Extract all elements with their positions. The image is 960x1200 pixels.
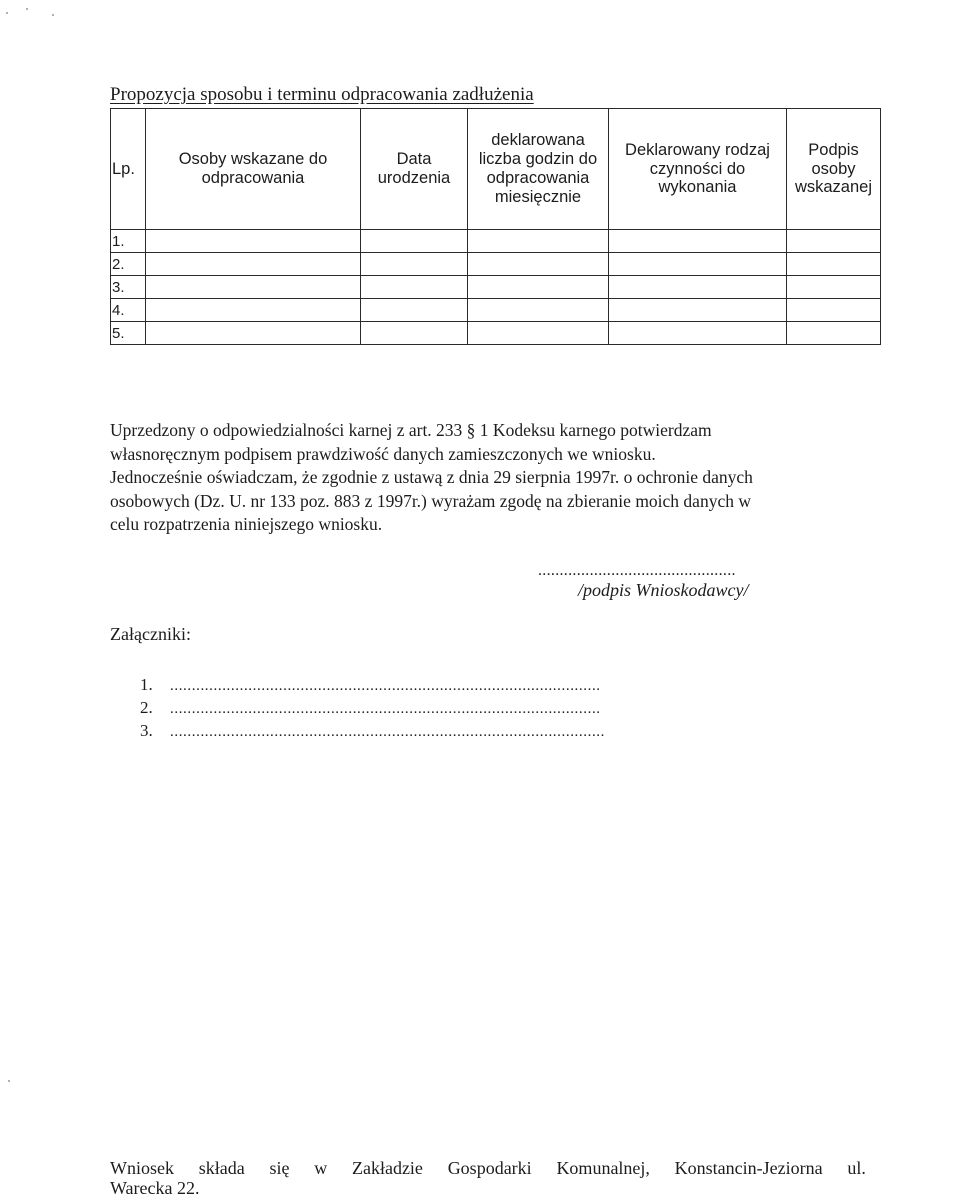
footer-word: Zakładzie bbox=[351, 1158, 423, 1178]
scan-speck bbox=[8, 1080, 10, 1082]
statement-line: własnoręcznym podpisem prawdziwość danych zamieszczonych we wniosku. bbox=[110, 443, 656, 464]
header-godziny-line: miesięcznie bbox=[494, 187, 582, 206]
cell-osoby[interactable] bbox=[146, 276, 361, 299]
scan-speck bbox=[26, 8, 28, 10]
attachment-number: 1. bbox=[140, 675, 153, 694]
table-row bbox=[111, 322, 881, 345]
section-heading: Propozycja sposobu i terminu odpracowania zadłużenia bbox=[110, 84, 534, 105]
header-osoby-line: odpracowania bbox=[201, 169, 305, 187]
row-number: 1. bbox=[111, 230, 146, 253]
footer-note bbox=[110, 1158, 866, 1198]
scan-speck bbox=[52, 14, 54, 16]
table-row bbox=[111, 253, 881, 276]
footer-line-2: Warecka 22. bbox=[110, 1178, 200, 1198]
header-data-line: urodzenia bbox=[377, 169, 451, 187]
cell-podpis[interactable] bbox=[787, 299, 881, 322]
header-rodzaj-line: Deklarowany rodzaj bbox=[625, 140, 770, 159]
attachment-dots: ................................................................................................... bbox=[170, 678, 601, 694]
cell-rodzaj-czynnosci[interactable] bbox=[609, 276, 787, 299]
cell-rodzaj-czynnosci[interactable] bbox=[609, 253, 787, 276]
footer-word: Konstancin-Jeziorna bbox=[674, 1158, 823, 1178]
header-lp: Lp. bbox=[111, 109, 146, 230]
row-number: 5. bbox=[111, 322, 146, 345]
header-podpis bbox=[787, 109, 881, 230]
footer-word: składa bbox=[198, 1158, 245, 1178]
statement-line: osobowych (Dz. U. nr 133 poz. 883 z 1997r.) wyrażam zgodę na zbieranie moich danych w bbox=[110, 490, 751, 511]
table-row bbox=[111, 299, 881, 322]
header-godziny-line: deklarowana bbox=[491, 131, 585, 150]
liability-statement bbox=[110, 419, 866, 537]
statement-line: Uprzedzony o odpowiedzialności karnej z art. 233 § 1 Kodeksu karnego potwierdzam bbox=[110, 420, 712, 440]
cell-podpis[interactable] bbox=[787, 276, 881, 299]
cell-liczba-godzin[interactable] bbox=[468, 322, 609, 345]
table-row bbox=[111, 230, 881, 253]
signature-line[interactable]: .............................................. bbox=[538, 562, 736, 579]
header-osoby-line: Osoby wskazane do bbox=[178, 150, 328, 169]
header-liczba-godzin bbox=[468, 109, 609, 230]
cell-data-urodzenia[interactable] bbox=[361, 253, 468, 276]
cell-osoby[interactable] bbox=[146, 253, 361, 276]
header-godziny-line: odpracowania bbox=[486, 169, 590, 187]
cell-data-urodzenia[interactable] bbox=[361, 230, 468, 253]
row-number: 3. bbox=[111, 276, 146, 299]
header-podpis-line: wskazanej bbox=[794, 178, 873, 197]
cell-osoby[interactable] bbox=[146, 299, 361, 322]
cell-podpis[interactable] bbox=[787, 322, 881, 345]
footer-line-1 bbox=[110, 1158, 866, 1178]
footer-word: Gospodarki bbox=[447, 1158, 532, 1178]
row-number: 4. bbox=[111, 299, 146, 322]
work-plan-table bbox=[110, 108, 881, 345]
attachment-number: 3. bbox=[140, 721, 153, 740]
footer-word: w bbox=[314, 1158, 328, 1178]
cell-osoby[interactable] bbox=[146, 230, 361, 253]
header-rodzaj-line: czynności do bbox=[649, 159, 746, 178]
cell-liczba-godzin[interactable] bbox=[468, 230, 609, 253]
attachments-title: Załączniki: bbox=[110, 624, 191, 644]
header-osoby bbox=[146, 109, 361, 230]
cell-rodzaj-czynnosci[interactable] bbox=[609, 299, 787, 322]
footer-word: Wniosek bbox=[110, 1158, 174, 1178]
header-data-line: Data bbox=[396, 150, 432, 169]
header-godziny-line: liczba godzin do bbox=[478, 150, 598, 169]
attachment-item[interactable] bbox=[140, 721, 605, 744]
cell-liczba-godzin[interactable] bbox=[468, 276, 609, 299]
scan-speck bbox=[6, 12, 8, 14]
header-rodzaj-line: wykonania bbox=[658, 178, 737, 197]
attachment-number: 2. bbox=[140, 698, 153, 717]
cell-data-urodzenia[interactable] bbox=[361, 322, 468, 345]
attachment-dots: ................................................................................................... bbox=[170, 701, 601, 717]
header-data-urodzenia bbox=[361, 109, 468, 230]
attachment-dots: .................................................................................................... bbox=[170, 724, 605, 740]
footer-word: się bbox=[269, 1158, 290, 1178]
header-podpis-line: osoby bbox=[811, 159, 856, 178]
table-header-row bbox=[111, 109, 881, 230]
cell-liczba-godzin[interactable] bbox=[468, 253, 609, 276]
cell-podpis[interactable] bbox=[787, 230, 881, 253]
header-podpis-line: Podpis bbox=[808, 140, 859, 159]
statement-line: Jednocześnie oświadczam, że zgodnie z ustawą z dnia 29 sierpnia 1997r. o ochronie danych bbox=[110, 467, 753, 487]
cell-osoby[interactable] bbox=[146, 322, 361, 345]
attachments-list bbox=[140, 675, 605, 744]
header-rodzaj-czynnosci bbox=[609, 109, 787, 230]
cell-podpis[interactable] bbox=[787, 253, 881, 276]
footer-word: ul. bbox=[847, 1158, 866, 1178]
statement-line: celu rozpatrzenia niniejszego wniosku. bbox=[110, 514, 383, 534]
footer-word: Komunalnej, bbox=[556, 1158, 650, 1178]
cell-data-urodzenia[interactable] bbox=[361, 276, 468, 299]
cell-liczba-godzin[interactable] bbox=[468, 299, 609, 322]
attachment-item[interactable] bbox=[140, 698, 605, 721]
row-number: 2. bbox=[111, 253, 146, 276]
attachment-item[interactable] bbox=[140, 675, 605, 698]
signature-label: /podpis Wnioskodawcy/ bbox=[578, 580, 749, 600]
cell-data-urodzenia[interactable] bbox=[361, 299, 468, 322]
cell-rodzaj-czynnosci[interactable] bbox=[609, 322, 787, 345]
cell-rodzaj-czynnosci[interactable] bbox=[609, 230, 787, 253]
table-row bbox=[111, 276, 881, 299]
